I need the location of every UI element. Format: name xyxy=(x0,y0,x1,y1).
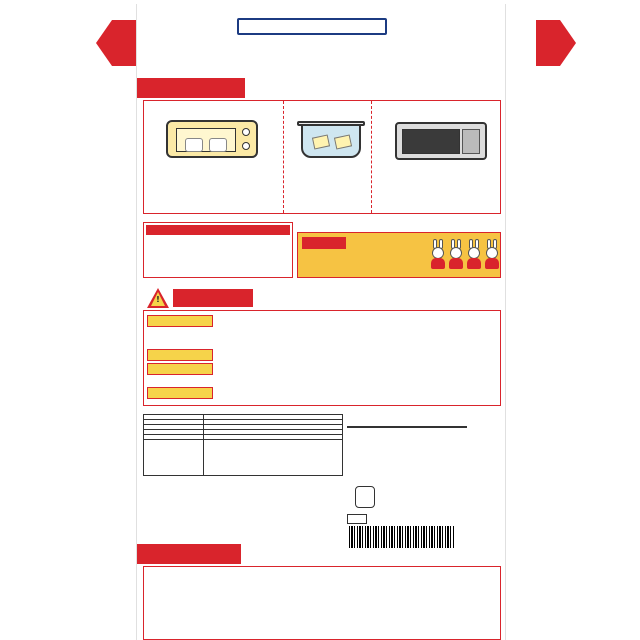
toaster-icon xyxy=(166,120,258,158)
caution-row xyxy=(147,363,497,385)
facts-row xyxy=(144,440,343,476)
nutrition-table xyxy=(347,426,467,428)
open-here-tab-right xyxy=(536,20,576,66)
cooking-note xyxy=(251,82,501,93)
method-toaster xyxy=(144,101,284,213)
nutrition-row xyxy=(348,427,467,428)
company-address xyxy=(146,235,290,244)
feature-description xyxy=(153,38,491,74)
homepage-box xyxy=(297,232,501,278)
caution-text xyxy=(217,397,497,406)
caution-tag xyxy=(147,315,213,327)
pot-icon xyxy=(301,124,361,158)
barcode-bars-icon xyxy=(349,526,455,548)
storage-line xyxy=(150,615,494,626)
method-title xyxy=(287,104,368,115)
storage-section-title xyxy=(137,544,241,564)
storage-line xyxy=(150,571,494,582)
barcode-number xyxy=(347,549,457,558)
storage-box xyxy=(143,566,501,640)
plastic-recycle-icon xyxy=(355,486,375,508)
rabbit-mascot-icon xyxy=(466,239,482,269)
method-boil xyxy=(284,101,372,213)
company-hours xyxy=(146,262,290,271)
microwave-illustration xyxy=(381,118,491,160)
caution-row xyxy=(147,397,497,406)
method-microwave xyxy=(372,101,500,213)
box-size-tag xyxy=(347,514,367,524)
company-phone xyxy=(146,244,290,253)
rabbit-mascot-icon xyxy=(430,239,446,269)
barcode xyxy=(347,526,457,558)
caution-text xyxy=(217,363,497,385)
caution-heading: ! xyxy=(147,288,257,308)
caution-text xyxy=(217,315,497,345)
homepage-url[interactable] xyxy=(302,257,432,269)
cooking-methods xyxy=(143,100,501,214)
cooking-warning xyxy=(147,211,497,220)
caution-tag xyxy=(147,363,213,375)
caution-text xyxy=(217,349,497,361)
toaster-illustration xyxy=(154,118,274,160)
nutrition-heading xyxy=(347,414,501,424)
caution-title xyxy=(173,289,253,307)
method-title xyxy=(147,104,280,115)
cooking-warning xyxy=(147,202,497,211)
storage-line xyxy=(150,582,494,593)
caution-tag xyxy=(147,349,213,361)
rabbit-mascot-icon xyxy=(484,239,500,269)
caution-box xyxy=(143,310,501,406)
rabbit-mascot-icon xyxy=(448,239,464,269)
microwave-icon xyxy=(395,122,487,160)
document-code xyxy=(477,8,497,17)
caution-row xyxy=(147,315,497,345)
recycling-info xyxy=(355,486,485,522)
product-facts-table xyxy=(143,414,343,476)
method-title xyxy=(375,104,497,115)
association-note xyxy=(143,534,343,544)
company-name xyxy=(146,225,290,235)
label-panel xyxy=(136,4,506,640)
caution-row xyxy=(147,349,497,361)
storage-line xyxy=(150,593,494,604)
feature-heading xyxy=(237,18,387,35)
company-hours-label xyxy=(146,253,290,262)
customer-support-box xyxy=(143,222,293,278)
open-here-tab-left xyxy=(96,20,136,66)
homepage-label xyxy=(302,237,346,249)
cooking-section-title xyxy=(137,78,245,98)
homepage-subtitle xyxy=(350,238,420,246)
pot-illustration xyxy=(291,118,364,160)
storage-line xyxy=(150,604,494,615)
storage-line xyxy=(150,626,494,637)
